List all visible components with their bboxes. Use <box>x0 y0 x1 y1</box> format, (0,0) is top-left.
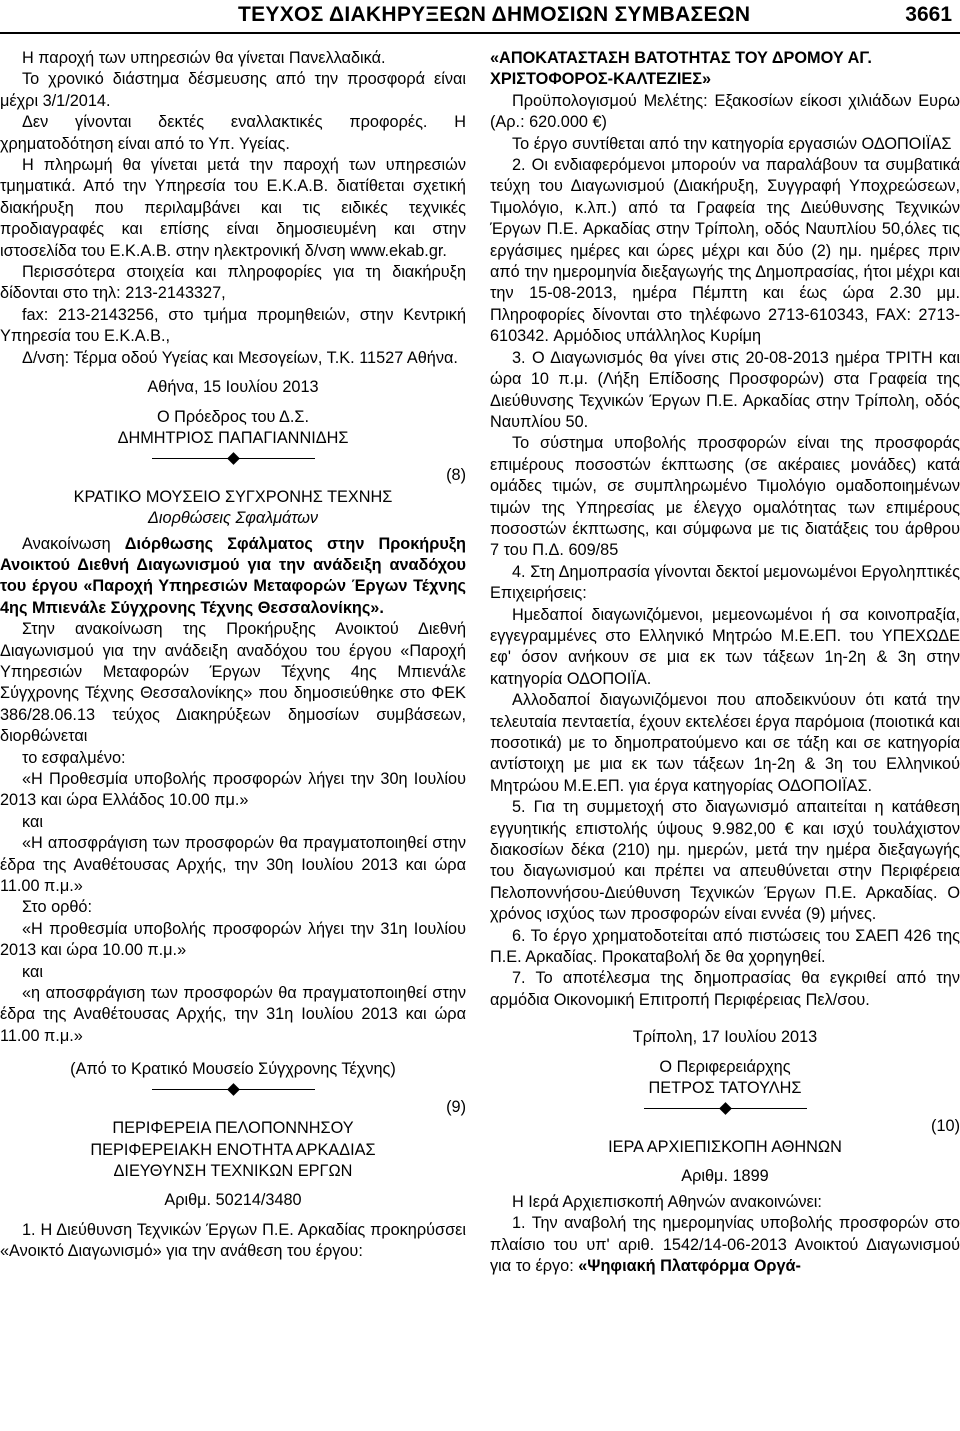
separator-ornament <box>490 1102 960 1116</box>
left-column <box>0 48 466 1263</box>
paragraph <box>490 1213 960 1277</box>
paragraph: «Η αποσφράγιση των προσφορών θα πραγματοποιηθεί στην έδρα της Αναθέτουσας Αρχής, την 30η Ιουλίου 2013 και ώρα 11.00 π.μ.» <box>0 834 466 896</box>
paragraph: Ημεδαποί διαγωνιζόμενοι, μεμεονωμένοι ή σα κοινοπραξία, εγγεγραμμένες στο Ελληνικό Μητρώο Μ.Ε.ΕΠ. του ΥΠΕΧΩΔΕ εφ' όσον ανήκουν σε μια εκ των τάξεων 1η-2η & 3η στην κατηγορία ΟΔΟΠΟΙΪΑ. <box>490 605 960 688</box>
announcement-title <box>0 534 466 620</box>
paragraph: και <box>22 962 43 981</box>
journal-title: ΤΕΥΧΟΣ ΔΙΑΚΗΡΥΞΕΩΝ ΔΗΜΟΣΙΩΝ ΣΥΜΒΑΣΕΩΝ <box>238 3 751 26</box>
paragraph: 5. Για τη συμμετοχή στο διαγωνισμό απαιτείται η κατάθεση εγγυητικής επιστολής ύψους 9.982,00 € και ισχύ τουλάχιστον διακοσίων δέκα (210) ημ. ημερών, μετά την ημέρα διεξαγωγής του διαγωνισμού και πρέπει να απευθύνεται στην Περιφέρεια Πελοποννήσου-Διεύθυνση Τεχνικών Έργων Π.Ε. Αρκαδίας. Ο χρόνος ισχύος των προσφορών είναι εννέα (9) μήνες. <box>490 798 960 924</box>
paragraph: Το χρονικό διάστημα δέσμευσης από την προσφορά είναι μέχρι 3/1/2014. <box>0 70 466 110</box>
paragraph: fax: 213-2143256, στο τμήμα προμηθειών, στην Κεντρική Υπηρεσία του Ε.Κ.Α.Β., <box>0 305 466 346</box>
project-name: «Ψηφιακή Πλατφόρμα Οργά- <box>578 1256 801 1275</box>
section-subheading: Διορθώσεις Σφαλμάτων <box>147 509 319 528</box>
paragraph: Η Ιερά Αρχιεπισκοπή Αθηνών ανακοινώνει: <box>512 1192 822 1211</box>
section-heading: ΠΕΡΙΦΕΡΕΙΑ ΠΕΛΟΠΟΝΝΗΣΟΥ <box>112 1119 354 1138</box>
protocol-number: Αριθμ. 50214/3480 <box>164 1191 302 1210</box>
section-heading: ΚΡΑΤΙΚΟ ΜΟΥΣΕΙΟ ΣΥΓΧΡΟΝΗΣ ΤΕΧΝΗΣ <box>73 487 393 506</box>
section-heading: ΔΙΕΥΘΥΝΣΗ ΤΕΧΝΙΚΩΝ ΕΡΓΩΝ <box>113 1161 353 1180</box>
separator-ornament <box>0 1083 466 1097</box>
announcement-number: (10) <box>931 1116 960 1135</box>
paragraph: Περισσότερα στοιχεία και πληροφορίες για τη διακήρυξη δίδονται στο τηλ: 213-2143327, <box>0 263 466 303</box>
signer-name: ΠΕΤΡΟΣ ΤΑΤΟΥΛΗΣ <box>648 1079 802 1098</box>
paragraph: Δ/νση: Τέρμα οδού Υγείας και Μεσογείων, Τ.Κ. 11527 Αθήνα. <box>22 348 458 367</box>
page-number: 3661 <box>905 3 952 26</box>
paragraph: Αλλοδαποί διαγωνιζόμενοι που αποδεικνύουν ότι κατά την τελευταία πενταετία, έχουν εκτελέσει έργα παρόμοια (ποιοτικά και ποσοτικά) με το δημοπρατούμενο και σε τάξη και σε κατηγορία αντίστοιχη με μια εκ των τάξεων 1η-2η & 3η του Ελληνικού Μητρώου Μ.Ε.ΕΠ. για έργα κατηγορίας ΟΔΟΠΟΙΪΑΣ. <box>490 691 960 795</box>
signature-date: Τρίπολη, 17 Ιουλίου 2013 <box>632 1028 818 1047</box>
paragraph: Προϋπολογισμού Μελέτης: Εξακοσίων είκοσι χιλιάδων Ευρω (Αρ.: 620.000 €) <box>490 91 960 132</box>
paragraph: Στο ορθό: <box>22 898 93 917</box>
source-note: (Από το Κρατικό Μουσείο Σύγχρονης Τέχνης) <box>70 1060 396 1079</box>
paragraph: 3. Ο Διαγωνισμός θα γίνει στις 20-08-2013 ημέρα ΤΡΙΤΗ και ώρα 10 π.μ. (Λήξη Επίδοσης Προσφορών) στα Γραφεία της Διεύθυνσης Τεχνικών Έργων Π.Ε. Αρκαδίας στην Τρίπολη, οδός Ναυπλίου 50. <box>490 348 960 431</box>
paragraph: Το έργο συντίθεται από την κατηγορία εργασιών ΟΔΟΠΟΙΪΑΣ <box>512 134 952 153</box>
paragraph: 1. Η Διεύθυνση Τεχνικών Έργων Π.Ε. Αρκαδίας προκηρύσσει «Ανοικτό Διαγωνισμό» για την ανάθεση του έργου: <box>0 1220 466 1261</box>
signer-role: Ο Περιφερειάρχης <box>659 1057 791 1076</box>
paragraph: Η παροχή των υπηρεσιών θα γίνεται Πανελλαδικά. <box>22 49 386 67</box>
project-title: «ΑΠΟΚΑΤΑΣΤΑΣΗ ΒΑΤΟΤΗΤΑΣ ΤΟΥ ΔΡΟΜΟΥ ΑΓ. ΧΡΙΣΤΟΦΟΡΟΣ-ΚΑΛΤΕΖΙΕΣ» <box>490 49 872 89</box>
paragraph: 7. Το αποτέλεσμα της δημοπρασίας θα εγκριθεί από την αρμόδια Οικονομική Επιτροπή Περιφέρειας Πελ/σου. <box>490 969 960 1009</box>
paragraph: το εσφαλμένο: <box>22 748 126 767</box>
right-column <box>490 48 960 1277</box>
announcement-prefix: Ανακοίνωση <box>22 534 125 553</box>
separator-ornament <box>0 451 466 465</box>
paragraph: Το σύστημα υποβολής προσφορών είναι της προσφοράς επιμέρους ποσοστών έκπτωσης (σε ακέραιες μονάδες) κατά ομάδες τιμών, σε συμπληρωμένο Τιμολόγιο ομαδοποιημένων τιμών της Υπηρεσίας με έλεγχο ομαλότητας των επιμέρους ποσοστών έκπτωσης, και σύμφωνα με τις διατάξεις του άρθρου 7 του Π.Δ. 609/85 <box>490 434 960 560</box>
paragraph: Η πληρωμή θα γίνεται μετά την παροχή των υπηρεσιών τμηματικά. Από την Υπηρεσία του Ε.Κ.Α.Β. διατίθεται σχετική διακήρυξη που περιλαμβάνει και τις ειδικές τεχνικές προδιαγραφές και επίσης είναι δημοσιευμένη και στην ιστοσελίδα του Ε.Κ.Α.Β. στην ηλεκτρονική δ/νση www.ekab.gr. <box>0 156 466 260</box>
paragraph: «η αποσφράγιση των προσφορών θα πραγματοποιηθεί στην έδρα της Αναθέτουσας Αρχής, την 31η Ιουλίου 2013 και ώρα 11.00 π.μ.» <box>0 984 466 1045</box>
paragraph: 6. Το έργο χρηματοδοτείται από πιστώσεις του ΣΑΕΠ 426 της Π.Ε. Αρκαδίας. Προκαταβολή δε θα χορηγηθεί. <box>490 926 960 967</box>
announcement-number: (9) <box>446 1097 466 1116</box>
paragraph: 4. Στη Δημοπρασία γίνονται δεκτοί μεμονωμένοι Εργοληπτικές Επιχειρήσεις: <box>490 562 960 603</box>
paragraph: «Η Προθεσμία υποβολής προσφορών λήγει την 30η Ιουλίου 2013 και ώρα Ελλάδος 10.00 πμ.» <box>0 770 466 810</box>
paragraph: «Η προθεσμία υποβολής προσφορών λήγει την 31η Ιουλίου 2013 και ώρα 10.00 π.μ.» <box>0 919 466 960</box>
paragraph: 2. Οι ενδιαφερόμενοι μπορούν να παραλάβουν τα συμβατικά τεύχη του Διαγωνισμού (Διακήρυξη, Συγγραφή Υποχρεώσεων, Τιμολόγιο, κ.λπ.) από τα Γραφεία της Διεύθυνσης Τεχνικών Έργων Π.Ε. Αρκαδίας στην Τρίπολη, οδός Ναυπλίου 50,όλες τις εργάσιμες ημέρες και ώρες μέχρι και δύο (2) ημ. ημέρες πριν από την ημερομηνία διεξαγωγής της Δημοπρασίας, ήτοι μέχρι και την 15-08-2013, ημέρα Πέμπτη και έως ώρα 2.30 μμ. Πληροφορίες δίνονται στο τηλέφωνο 2713-610343, FAX: 2713-610342. Αρμόδιος υπάλληλος Κυρίμη <box>490 156 960 346</box>
signer-name: ΔΗΜΗΤΡΙΟΣ ΠΑΠΑΓΙΑΝΝΙΔΗΣ <box>117 428 349 447</box>
protocol-number: Αριθμ. 1899 <box>681 1167 769 1186</box>
announcement-subject: Διόρθωσης Σφάλματος στην Προκήρυξη Ανοικτού Διεθνή Διαγωνισμού για την ανάδειξη αναδόχου του έργου «Παροχή Υπηρεσιών Μεταφορών Έργων Τέχνης 4ης Μπιενάλε Σύγχρονης Τέχνης Θεσσαλονίκης». <box>0 534 466 617</box>
paragraph: Δεν γίνονται δεκτές εναλλακτικές προφορές. Η χρηματοδότηση είναι από το Υπ. Υγείας. <box>0 113 466 153</box>
signature-date: Αθήνα, 15 Ιουλίου 2013 <box>147 378 319 397</box>
paragraph: και <box>22 812 43 831</box>
signer-role: Ο Πρόεδρος του Δ.Σ. <box>156 407 310 426</box>
section-heading: ΙΕΡΑ ΑΡΧΙΕΠΙΣΚΟΠΗ ΑΘΗΝΩΝ <box>608 1137 842 1156</box>
paragraph-text: 1. Την αναβολή της ημερομηνίας υποβολής προσφορών στο πλαίσιο του υπ' αριθ. 1542/14-06-2013 Ανοικτού Διαγωνισμού για το έργο: <box>490 1214 960 1275</box>
page-header <box>0 0 960 34</box>
section-heading: ΠΕΡΙΦΕΡΕΙΑΚΗ ΕΝΟΤΗΤΑ ΑΡΚΑΔΙΑΣ <box>90 1140 376 1159</box>
paragraph: Στην ανακοίνωση της Προκήρυξης Ανοικτού Διεθνή Διαγωνισμού για την ανάδειξη αναδόχου του έργου «Παροχή Υπηρεσιών Μεταφορών Έργων Τέχνης 4ης Μπιενάλε Σύγχρονης Τέχνης Θεσσαλονίκης» που δημοσιεύθηκε στο ΦΕΚ 386/28.06.13 τεύχος Διακηρύξεων δημοσίων συμβάσεων, διορθώνεται <box>0 620 466 746</box>
announcement-number: (8) <box>446 466 466 485</box>
